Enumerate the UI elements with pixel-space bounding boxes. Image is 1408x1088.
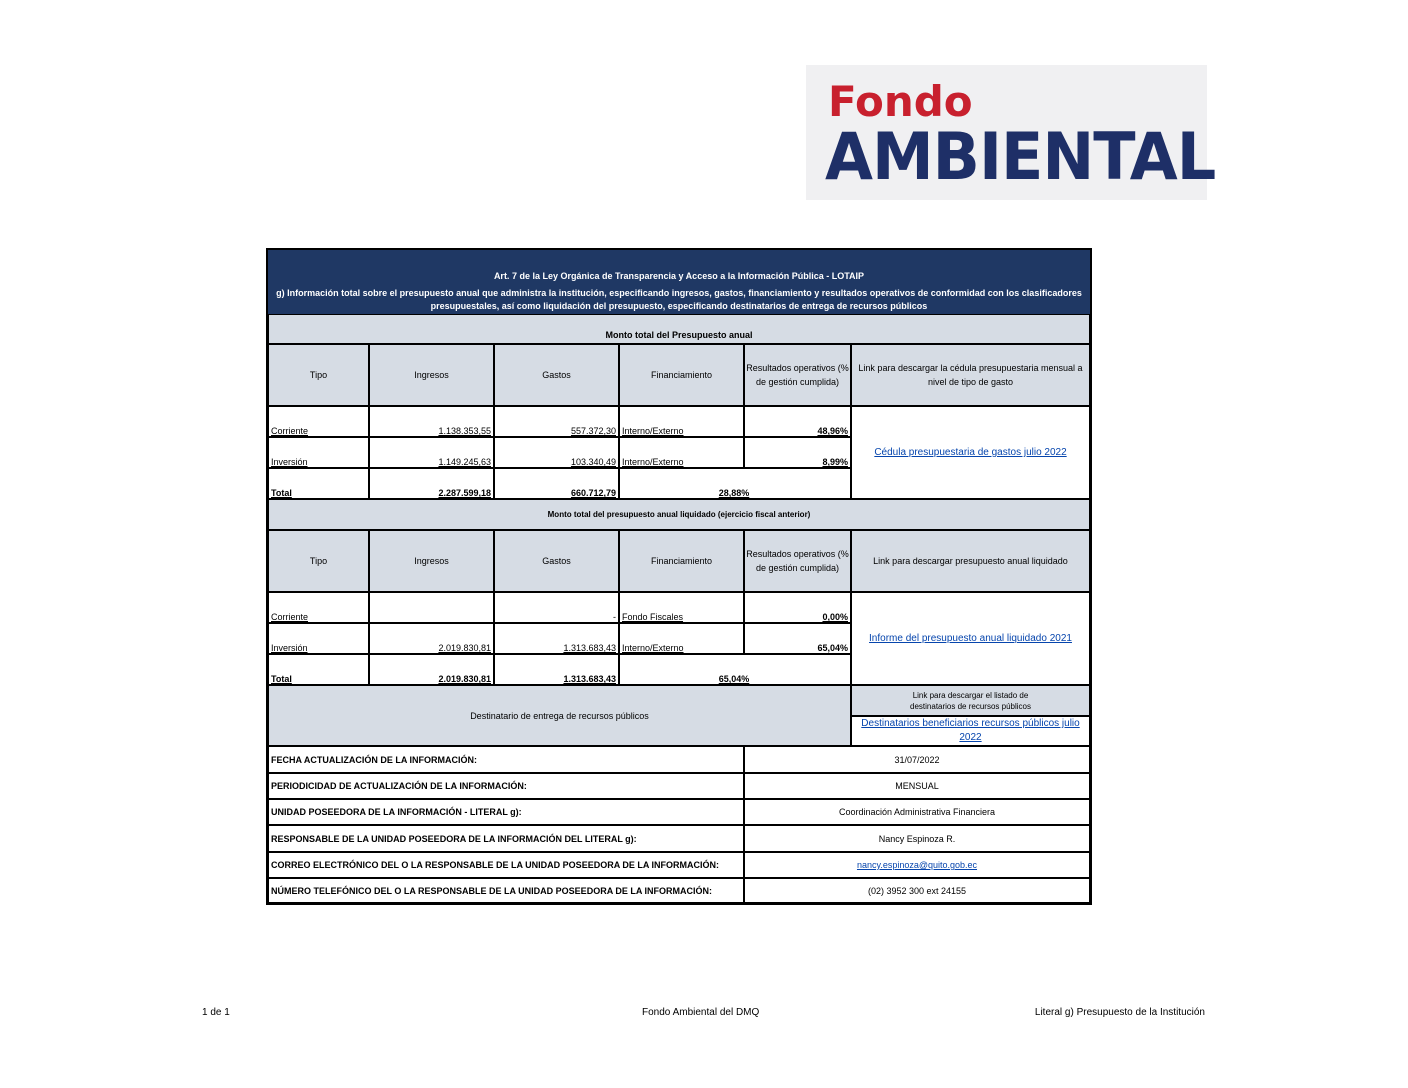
fondo-ambiental-logo [806, 65, 1216, 200]
s1-link-cell [851, 406, 1090, 499]
s2-row1-resultado: 0,00% [744, 592, 851, 623]
s2-total-ingresos: 2.019.830,81 [369, 654, 494, 685]
header-title: Art. 7 de la Ley Orgánica de Transparencia y Acceso a la Información Pública - LOTAIP [493, 271, 865, 281]
header-description: g) Información total sobre el presupuesto anual que administra la institución, especificando ingresos, gastos, financiamiento y resultados operativos de conformidad con los clasificadores presupuestales, así como liquidación del presupuesto, especificando destinatarios de entrega de recursos públicos [276, 288, 1082, 311]
s2-row1-tipo: Corriente [268, 592, 369, 623]
s1-row1-resultado: 48,96% [744, 406, 851, 437]
footer-section: Literal g) Presupuesto de la Institución [1034, 1007, 1205, 1018]
s2-row2-tipo: Inversión [268, 623, 369, 654]
destinatario-label: Destinatario de entrega de recursos públicos [268, 685, 851, 746]
section2-title: Monto total del presupuesto anual liquidado (ejercicio fiscal anterior) [268, 499, 1090, 530]
s1-col-financiamiento: Financiamiento [619, 344, 744, 406]
logo-line-ambiental: AMBIENTAL [825, 118, 1216, 195]
meta-responsable-label: RESPONSABLE DE LA UNIDAD POSEEDORA DE LA INFORMACIÓN DEL LITERAL g): [268, 825, 744, 852]
cedula-presupuestaria-link[interactable]: Cédula presupuestaria de gastos julio 2022 [874, 447, 1067, 458]
s2-row2-resultado: 65,04% [744, 623, 851, 654]
s1-row1-financiamiento: Interno/Externo [619, 406, 744, 437]
s2-row1-financiamiento: Fondo Fiscales [619, 592, 744, 623]
informe-presupuesto-link[interactable]: Informe del presupuesto anual liquidado 2021 [869, 633, 1072, 644]
meta-correo-label: CORREO ELECTRÓNICO DEL O LA RESPONSABLE DE LA UNIDAD POSEEDORA DE LA INFORMACIÓN: [268, 852, 744, 878]
s2-col-gastos: Gastos [494, 530, 619, 592]
logo-line-fondo: Fondo [828, 77, 973, 126]
table-header [268, 250, 1090, 314]
s1-total-tipo: Total [268, 468, 369, 499]
s2-row2-gastos: 1.313.683,43 [494, 623, 619, 654]
s1-col-ingresos: Ingresos [369, 344, 494, 406]
s2-col-ingresos: Ingresos [369, 530, 494, 592]
s2-total-resultado: 65,04% [619, 654, 851, 685]
s1-row1-tipo: Corriente [268, 406, 369, 437]
meta-fecha-label: FECHA ACTUALIZACIÓN DE LA INFORMACIÓN: [268, 746, 744, 773]
destinatario-link-title: Link para descargar el listado de destinatarios de recursos públicos [851, 685, 1090, 716]
s2-total-tipo: Total [268, 654, 369, 685]
section1-title: Monto total del Presupuesto anual [268, 314, 1090, 344]
meta-periodicidad-value: MENSUAL [744, 773, 1090, 799]
s2-col-financiamiento: Financiamiento [619, 530, 744, 592]
s2-col-link: Link para descargar presupuesto anual liquidado [851, 530, 1090, 592]
email-link[interactable]: nancy.espinoza@quito.gob.ec [856, 860, 978, 870]
meta-correo-cell [744, 852, 1090, 878]
s1-total-ingresos: 2.287.599,18 [369, 468, 494, 499]
meta-responsable-value: Nancy Espinoza R. [744, 825, 1090, 852]
s1-total-gastos: 660.712,79 [494, 468, 619, 499]
s2-row2-ingresos: 2.019.830,81 [369, 623, 494, 654]
meta-fecha-value: 31/07/2022 [744, 746, 1090, 773]
s2-row1-gastos: - [494, 592, 619, 623]
s1-col-gastos: Gastos [494, 344, 619, 406]
s1-col-resultados: Resultados operativos (% de gestión cumplida) [744, 344, 851, 406]
meta-telefono-value: (02) 3952 300 ext 24155 [744, 878, 1090, 903]
s1-row2-gastos: 103.340,49 [494, 437, 619, 468]
s1-row1-gastos: 557.372,30 [494, 406, 619, 437]
s1-row1-ingresos: 1.138.353,55 [369, 406, 494, 437]
s1-row2-resultado: 8,99% [744, 437, 851, 468]
s2-row1-ingresos [369, 592, 494, 623]
s2-total-gastos: 1.313.683,43 [494, 654, 619, 685]
destinatarios-beneficiarios-link[interactable]: Destinatarios beneficiarios recursos públicos julio 2022 [861, 718, 1080, 743]
meta-unidad-value: Coordinación Administrativa Financiera [744, 799, 1090, 825]
destinatario-link-cell [851, 716, 1090, 746]
s2-row2-financiamiento: Interno/Externo [619, 623, 744, 654]
s2-col-resultados: Resultados operativos (% de gestión cumplida) [744, 530, 851, 592]
footer-page-number: 1 de 1 [202, 1007, 230, 1018]
budget-table [266, 248, 1092, 905]
s1-total-resultado: 28,88% [619, 468, 851, 499]
meta-unidad-label: UNIDAD POSEEDORA DE LA INFORMACIÓN - LITERAL g): [268, 799, 744, 825]
s1-row2-ingresos: 1.149.245,63 [369, 437, 494, 468]
meta-telefono-label: NÚMERO TELEFÓNICO DEL O LA RESPONSABLE DE LA UNIDAD POSEEDORA DE LA INFORMACIÓN: [268, 878, 744, 903]
s1-row2-financiamiento: Interno/Externo [619, 437, 744, 468]
s2-col-tipo: Tipo [268, 530, 369, 592]
s1-col-tipo: Tipo [268, 344, 369, 406]
s2-link-cell [851, 592, 1090, 685]
meta-periodicidad-label: PERIODICIDAD DE ACTUALIZACIÓN DE LA INFORMACIÓN: [268, 773, 744, 799]
s1-row2-tipo: Inversión [268, 437, 369, 468]
footer-institution: Fondo Ambiental del DMQ [642, 1007, 760, 1018]
s1-col-link: Link para descargar la cédula presupuestaria mensual a nivel de tipo de gasto [851, 344, 1090, 406]
